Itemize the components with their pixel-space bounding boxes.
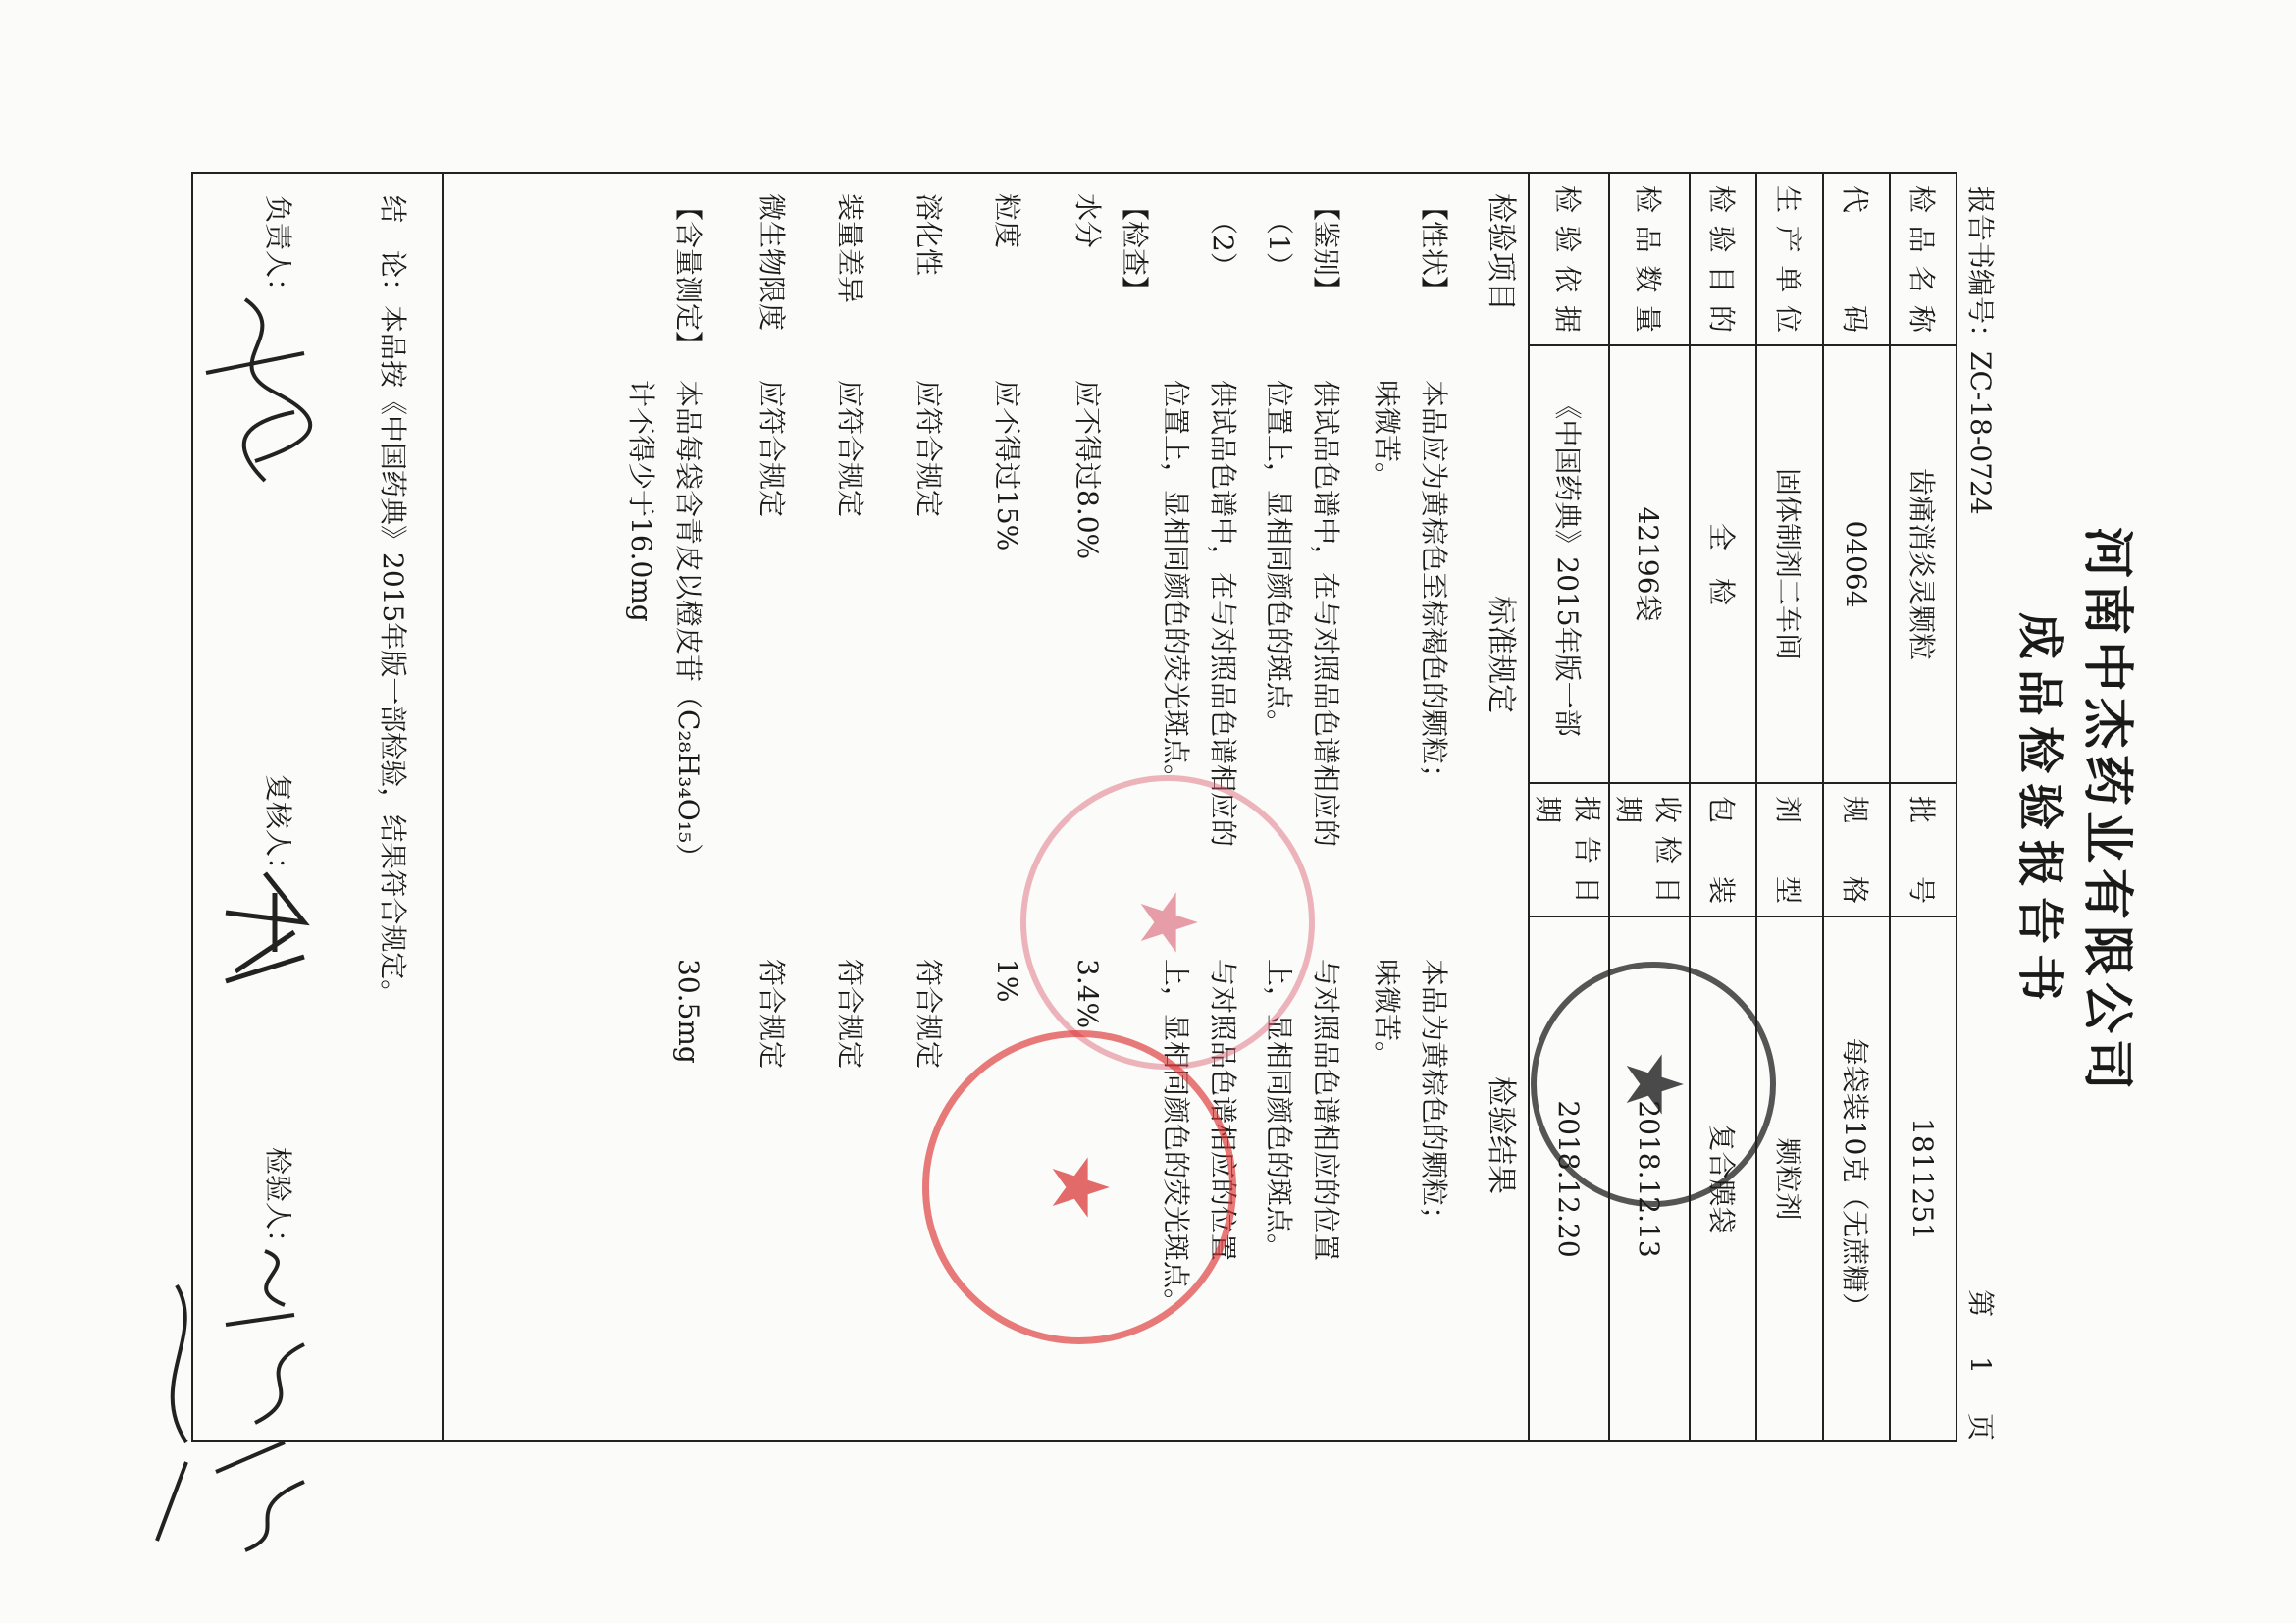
row-standard: 本品应为黄棕色至棕褐色的颗粒； 味微苦。 bbox=[1371, 380, 1450, 793]
info-row bbox=[1890, 173, 1957, 1441]
reviewer-signature bbox=[202, 864, 324, 1001]
info-value: 齿痛消炎灵颗粒 bbox=[1890, 345, 1957, 783]
info-value: 04064 bbox=[1823, 345, 1890, 783]
row-result: 3.4% bbox=[1071, 959, 1104, 1029]
info-label: 批 号 bbox=[1890, 783, 1957, 916]
row-standard: 应符合规定 bbox=[756, 380, 788, 518]
info-label: 代 码 bbox=[1823, 173, 1890, 345]
info-label: 规 格 bbox=[1823, 783, 1890, 916]
info-label: 检品名称 bbox=[1890, 173, 1957, 345]
row-standard: 应符合规定 bbox=[834, 380, 866, 518]
info-row bbox=[1690, 173, 1756, 1441]
report-number: 报告书编号：ZC-18-0724 bbox=[1964, 186, 1997, 515]
row-standard: 应不得过15% bbox=[991, 380, 1023, 551]
info-label: 检验依据 bbox=[1529, 173, 1609, 345]
info-label: 检验目的 bbox=[1690, 173, 1756, 345]
row-item: 【检查】 水分 bbox=[1071, 193, 1151, 304]
row-result: 本品为黄棕色的颗粒； 味微苦。 bbox=[1371, 959, 1450, 1234]
row-result: 与对照品色谱相应的位置 上，显相同颜色的荧光斑点。 bbox=[1160, 959, 1239, 1317]
column-header-item: 检验项目 bbox=[1484, 193, 1518, 311]
inspection-seal-stamp bbox=[1020, 775, 1315, 1070]
info-value: 复合膜袋 bbox=[1690, 916, 1756, 1441]
info-value: 《中国药典》2015年版一部 bbox=[1529, 345, 1609, 783]
row-item: 【鉴别】 （1） bbox=[1263, 193, 1342, 304]
column-header-standard: 标准规定 bbox=[1484, 596, 1518, 713]
info-value: 固体制剂二车间 bbox=[1756, 345, 1823, 783]
row-standard: 供试品色谱中，在与对照品色谱相应的 位置上，显相同颜色的斑点。 bbox=[1263, 380, 1342, 848]
qc-seal-stamp bbox=[1531, 962, 1776, 1207]
star-icon: ★ bbox=[1122, 887, 1214, 958]
info-value: 1811251 bbox=[1890, 916, 1957, 1441]
row-item: 【含量测定】 bbox=[672, 193, 704, 359]
info-label: 收检日期 bbox=[1609, 783, 1690, 916]
page-number: 第 1 页 bbox=[1964, 1289, 1997, 1446]
info-value: 每袋装10克（无蔗糖） bbox=[1823, 916, 1890, 1441]
info-label: 包 装 bbox=[1690, 783, 1756, 916]
row-result: 1% bbox=[991, 959, 1023, 1003]
reviewer-label: 复核人： bbox=[262, 774, 294, 885]
info-value: 颗粒剂 bbox=[1756, 916, 1823, 1441]
star-icon: ★ bbox=[1034, 1152, 1125, 1223]
row-result: 与对照品色谱相应的位置 上，显相同颜色的斑点。 bbox=[1263, 959, 1342, 1262]
info-row bbox=[1823, 173, 1890, 1441]
row-item: （2） bbox=[1207, 193, 1239, 280]
row-standard: 应符合规定 bbox=[913, 380, 945, 518]
row-item: 装量差异 bbox=[834, 193, 866, 304]
inspector-label: 检验人： bbox=[262, 1147, 294, 1258]
info-value: 42196袋 bbox=[1609, 345, 1690, 783]
info-label: 生产单位 bbox=[1756, 173, 1823, 345]
row-result: 符合规定 bbox=[756, 959, 788, 1070]
row-result: 30.5mg bbox=[672, 959, 704, 1064]
row-item: 【性状】 bbox=[1418, 193, 1450, 304]
info-table bbox=[1528, 172, 1957, 1442]
row-result: 符合规定 bbox=[834, 959, 866, 1070]
info-label: 剂 型 bbox=[1756, 783, 1823, 916]
info-value: 2018.12.20 bbox=[1529, 916, 1609, 1441]
row-standard: 应不得过8.0% bbox=[1071, 380, 1104, 560]
row-item: 粒度 bbox=[991, 193, 1023, 249]
info-value: 2018.12.13 bbox=[1609, 916, 1690, 1441]
company-seal-stamp bbox=[922, 1030, 1236, 1344]
info-label: 检品数量 bbox=[1609, 173, 1690, 345]
inspector-signature bbox=[124, 1246, 324, 1560]
row-item: 微生物限度 bbox=[756, 193, 788, 332]
responsible-label: 负责人： bbox=[262, 195, 294, 306]
row-result: 符合规定 bbox=[913, 959, 945, 1070]
info-label: 报告日期 bbox=[1529, 783, 1609, 916]
info-value: 全 检 bbox=[1690, 345, 1756, 783]
row-item: 溶化性 bbox=[913, 193, 945, 277]
responsible-signature bbox=[192, 294, 334, 491]
company-name: 河南中杰药业有限公司 bbox=[2077, 526, 2137, 1096]
conclusion-text: 结 论：本品按《中国药典》2015年版一部检验，结果符合规定。 bbox=[377, 195, 409, 1008]
info-row bbox=[1609, 173, 1690, 1441]
star-icon: ★ bbox=[1608, 1049, 1699, 1120]
row-standard: 供试品色谱中，在与对照品色谱相应的 位置上，显相同颜色的荧光斑点。 bbox=[1160, 380, 1239, 848]
column-header-result: 检验结果 bbox=[1484, 1076, 1518, 1194]
row-standard: 本品每袋含青皮以橙皮苷（C₂₈H₃₄O₁₅） 计不得少于16.0mg bbox=[625, 380, 704, 871]
report-title: 成品检验报告书 bbox=[2012, 611, 2067, 1011]
info-row bbox=[1756, 173, 1823, 1441]
